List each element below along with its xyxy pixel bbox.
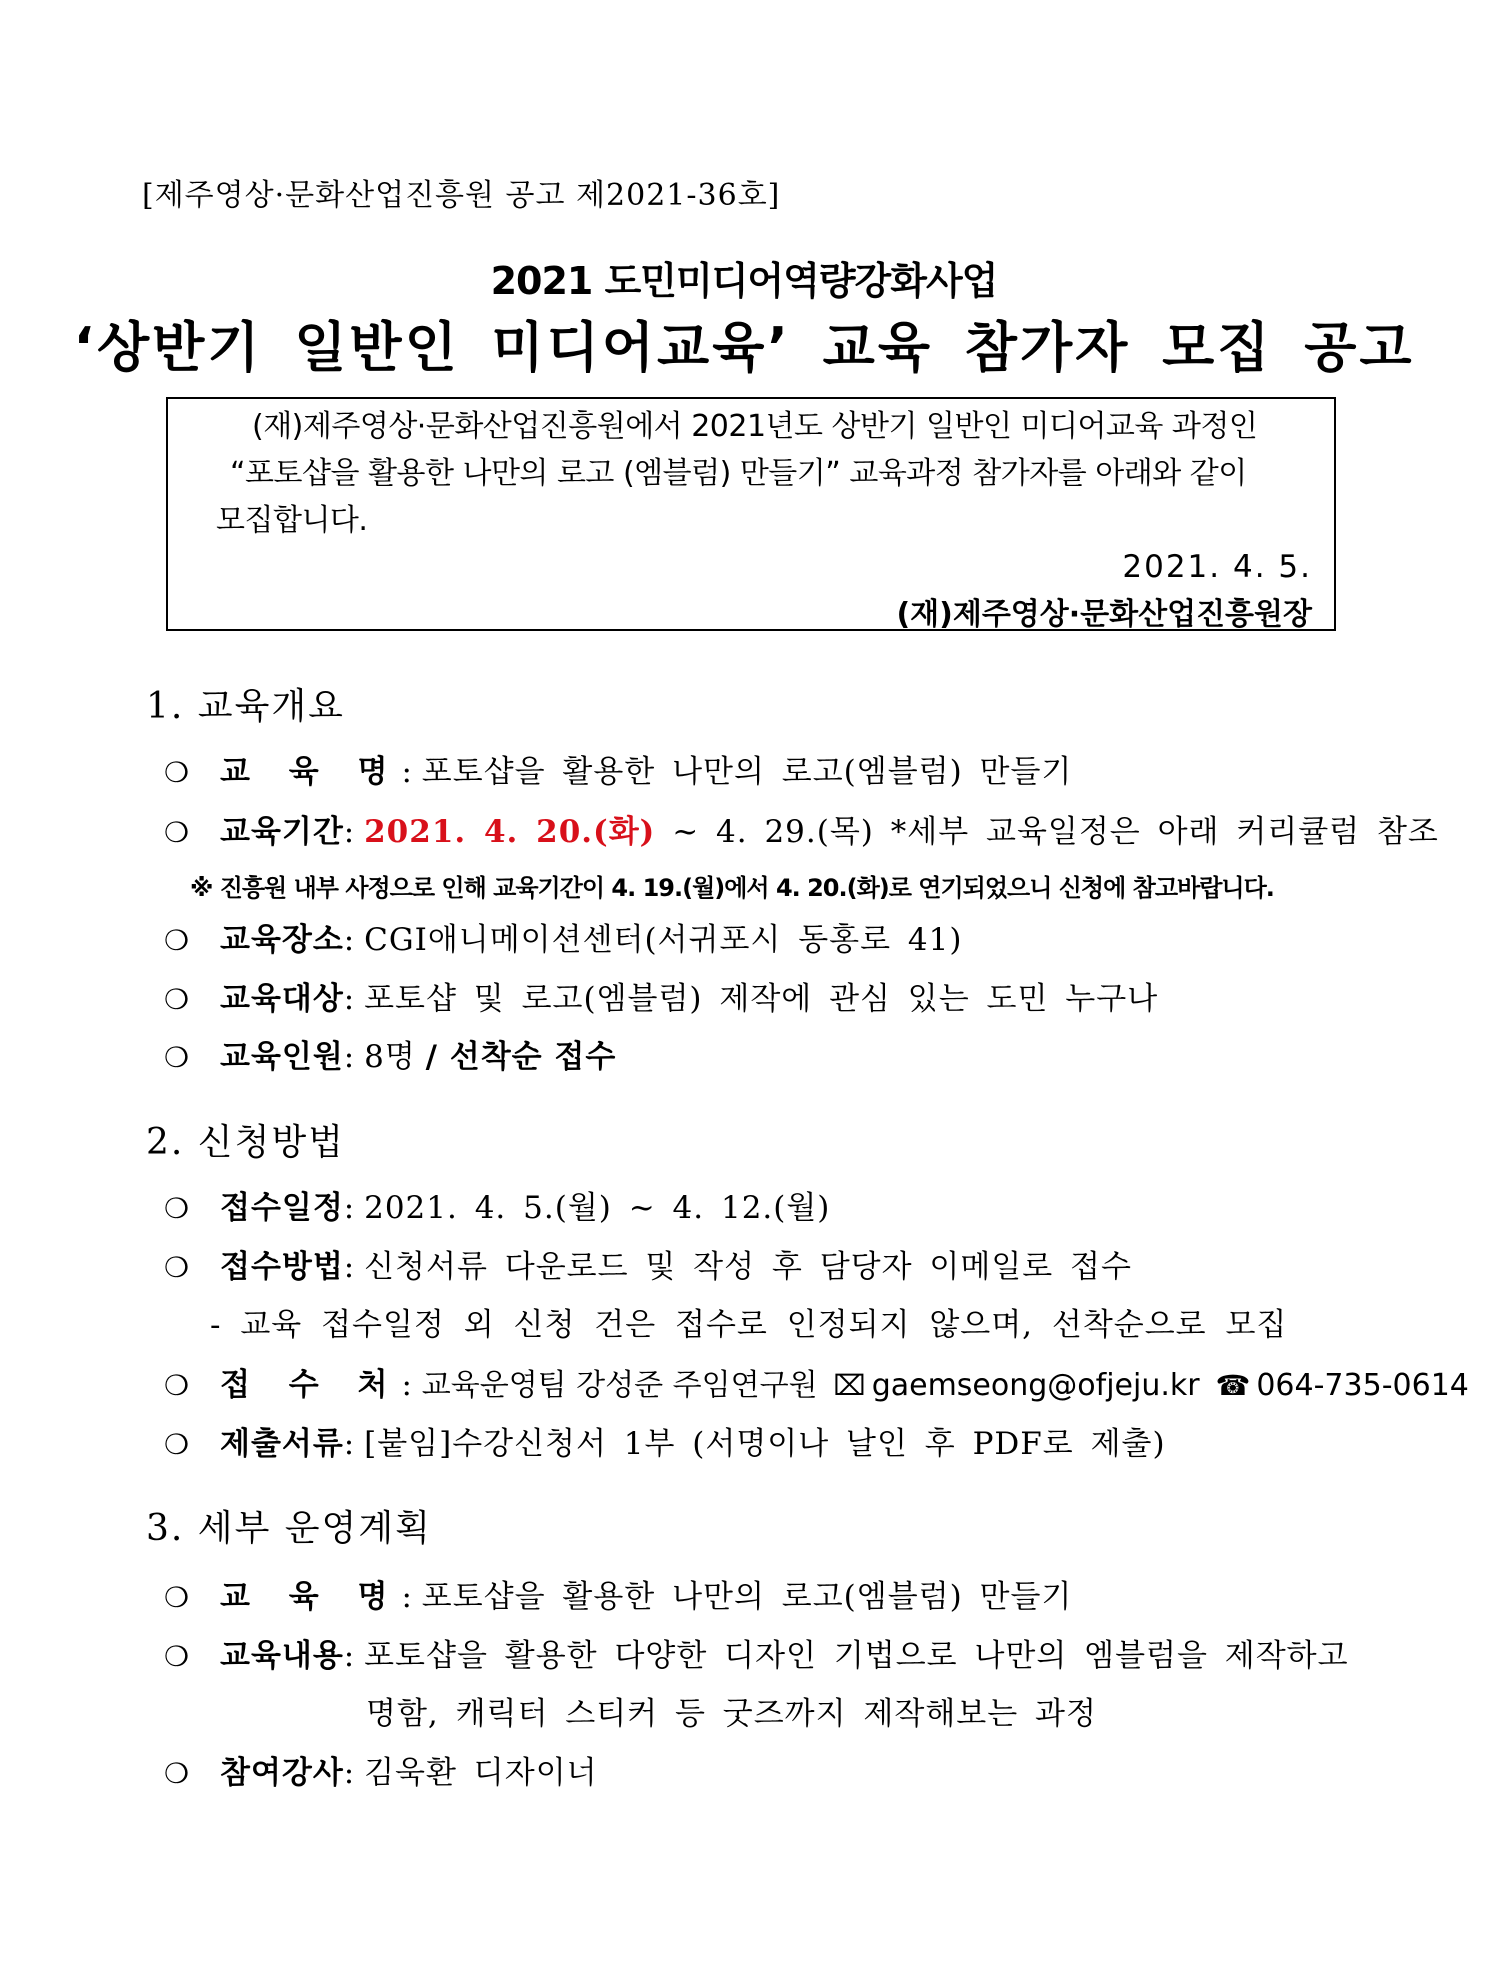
document-subtitle: 2021 도민미디어역량강화사업	[490, 259, 998, 303]
s1-target-row	[164, 973, 1158, 1018]
document-title: ‘상반기 일반인 미디어교육’ 교육 참가자 모집 공고	[73, 316, 1415, 379]
bullet-icon: ❍	[164, 1428, 190, 1461]
bullet-icon: ❍	[164, 1640, 190, 1673]
period-label: 교육기간	[220, 814, 344, 850]
s1-place-row	[164, 914, 962, 959]
mail-icon: ⌧	[833, 1369, 866, 1402]
section-2-heading: 2. 신청방법	[146, 1122, 345, 1163]
section-3-heading: 3. 세부 운영계획	[146, 1508, 432, 1549]
bullet-icon: ❍	[164, 983, 190, 1016]
colon: :	[343, 1638, 355, 1674]
s2-method-row	[164, 1241, 1132, 1286]
bullet-icon: ❍	[164, 756, 190, 789]
contact-email[interactable]: gaemseong@ofjeju.kr	[871, 1368, 1200, 1403]
bullet-icon: ❍	[164, 1192, 190, 1225]
count-first-come: / 선착순 접수	[425, 1039, 617, 1075]
colon: :	[401, 1367, 412, 1403]
s1-course-name-row	[164, 746, 1072, 791]
method-label: 접수방법	[220, 1249, 344, 1285]
colon: :	[343, 814, 355, 850]
colon: :	[343, 922, 355, 958]
s2-contact-row	[164, 1359, 1469, 1404]
colon: :	[401, 754, 412, 790]
intro-line-2: “포토샵을 활용한 나만의 로고 (엠블럼) 만들기” 교육과정 참가자를 아래와 같이	[230, 456, 1247, 491]
content-label: 교육내용	[220, 1638, 344, 1674]
colon: :	[343, 1426, 355, 1462]
s2-docs-row	[164, 1418, 1166, 1463]
s3-course-name-row	[164, 1571, 1072, 1616]
s2-schedule-row	[164, 1182, 830, 1227]
intro-text	[216, 403, 1266, 544]
contact-phone: 064-735-0614	[1256, 1368, 1469, 1403]
course-name-label: 교 육 명	[220, 1579, 402, 1615]
s3-instructor-row	[164, 1747, 598, 1792]
colon: :	[343, 1039, 355, 1075]
bullet-icon: ❍	[164, 1369, 190, 1402]
docs-value: [붙임]수강신청서 1부 (서명이나 날인 후 PDF로 제출)	[364, 1426, 1166, 1462]
schedule-label: 접수일정	[220, 1190, 344, 1226]
colon: :	[343, 1755, 355, 1791]
s3-content-row	[164, 1630, 1349, 1675]
notice-number: [제주영상·문화산업진흥원 공고 제2021-36호]	[142, 178, 781, 213]
colon: :	[343, 981, 355, 1017]
section-1-heading: 1. 교육개요	[146, 686, 345, 727]
s1-count-row	[164, 1031, 616, 1076]
bullet-icon: ❍	[164, 1581, 190, 1614]
target-value: 포토샵 및 로고(엠블럼) 제작에 관심 있는 도민 누구나	[364, 981, 1159, 1017]
period-start-date: 2021. 4. 20.(화)	[364, 814, 656, 850]
intro-line-1: (재)제주영상·문화산업진흥원에서 2021년도 상반기 일반인 미디어교육 과정인	[252, 409, 1258, 444]
course-name-value: 포토샵을 활용한 나만의 로고(엠블럼) 만들기	[421, 1579, 1073, 1615]
contact-person: 교육운영팀 강성준 주임연구원	[421, 1368, 818, 1403]
course-name-value: 포토샵을 활용한 나만의 로고(엠블럼) 만들기	[421, 754, 1073, 790]
count-value: 8명	[364, 1039, 416, 1075]
method-value: 신청서류 다운로드 및 작성 후 담당자 이메일로 접수	[364, 1249, 1132, 1285]
target-label: 교육대상	[220, 981, 344, 1017]
intro-org: (재)제주영상·문화산업진흥원장	[896, 597, 1312, 632]
contact-label: 접 수 처	[220, 1367, 402, 1403]
colon: :	[401, 1579, 412, 1615]
method-sub-note: - 교육 접수일정 외 신청 건은 접수로 인정되지 않으며, 선착순으로 모집	[210, 1307, 1288, 1343]
instructor-label: 참여강사	[220, 1755, 344, 1791]
intro-box	[166, 397, 1336, 631]
bullet-icon: ❍	[164, 816, 190, 849]
docs-label: 제출서류	[220, 1426, 344, 1462]
course-name-label: 교 육 명	[220, 754, 402, 790]
place-value: CGI애니메이션센터(서귀포시 동홍로 41)	[364, 922, 963, 958]
intro-date: 2021. 4. 5.	[1122, 549, 1312, 585]
content-line-2-text: 명함, 캐릭터 스티커 등 굿즈까지 제작해보는 과정	[366, 1696, 1097, 1732]
content-line-1: 포토샵을 활용한 다양한 디자인 기법으로 나만의 엠블럼을 제작하고	[364, 1638, 1349, 1674]
instructor-value: 김욱환 디자이너	[364, 1755, 598, 1791]
count-label: 교육인원	[220, 1039, 344, 1075]
period-rest: ~ 4. 29.(목) *세부 교육일정은 아래 커리큘럼 참조	[655, 814, 1439, 850]
bullet-icon: ❍	[164, 1757, 190, 1790]
colon: :	[343, 1190, 355, 1226]
intro-line-3: 모집합니다.	[216, 503, 368, 538]
s1-period-row	[164, 806, 1439, 851]
postponement-note: ※ 진흥원 내부 사정으로 인해 교육기간이 4. 19.(월)에서 4. 20.(화)로 연기되었으니 신청에 참고바랍니다.	[190, 874, 1274, 902]
content-line-2	[366, 1688, 1097, 1733]
bullet-icon: ❍	[164, 924, 190, 957]
place-label: 교육장소	[220, 922, 344, 958]
bullet-icon: ❍	[164, 1041, 190, 1074]
colon: :	[343, 1249, 355, 1285]
phone-icon: ☎	[1215, 1369, 1251, 1402]
bullet-icon: ❍	[164, 1251, 190, 1284]
schedule-value: 2021. 4. 5.(월) ~ 4. 12.(월)	[364, 1190, 831, 1226]
